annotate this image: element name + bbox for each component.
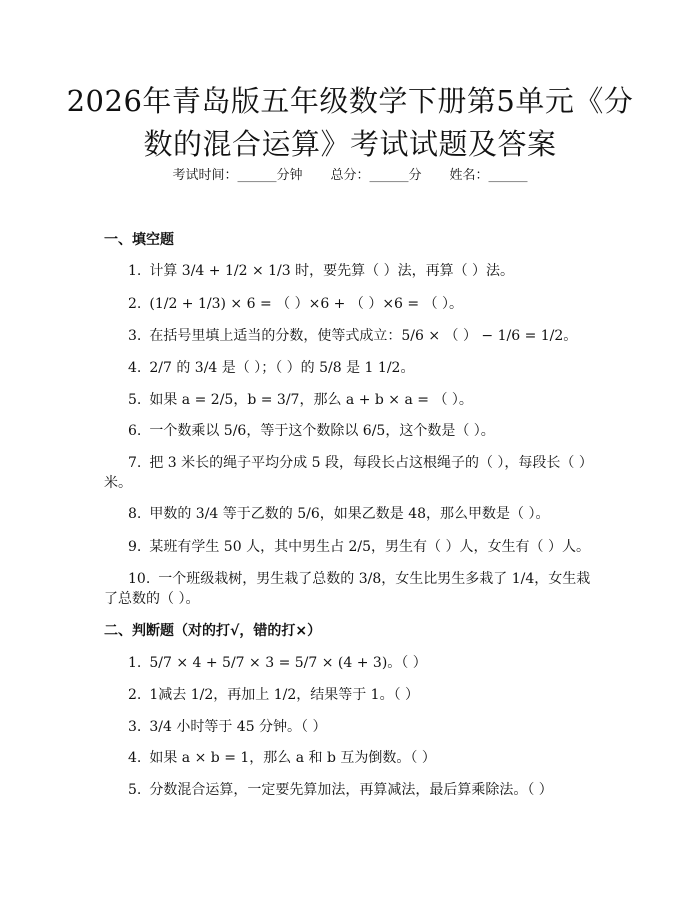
question-item (104, 294, 600, 314)
exam-meta-line (0, 166, 700, 186)
question-item (104, 390, 600, 410)
question-text: 一个数乘以 5/6，等于这个数除以 6/5，这个数是（ ）。 (149, 423, 495, 439)
question-number: 4. (128, 360, 142, 376)
question-item (104, 421, 600, 441)
question-item (104, 358, 600, 378)
section-heading-true-false: 二、判断题（对的打√，错的打×） (104, 623, 322, 639)
exam-time-label: 考试时间：______分钟 (172, 168, 303, 183)
question-item (104, 453, 600, 493)
question-number: 4. (128, 750, 142, 766)
question-item (104, 569, 600, 609)
question-text: 3/4 小时等于 45 分钟。（ ） (149, 719, 327, 735)
section-heading-fill-blank: 一、填空题 (104, 232, 174, 248)
question-item (104, 653, 600, 673)
question-text: 一个班级栽树，男生栽了总数的 3/8，女生比男生多栽了 1/4，女生栽了总数的（ ）。 (104, 571, 591, 607)
question-text: 5/7 × 4 + 5/7 × 3 = 5/7 × (4 + 3)。（ ） (149, 655, 427, 671)
question-text: 甲数的 3/4 等于乙数的 5/6，如果乙数是 48，那么甲数是（ ）。 (149, 506, 550, 522)
question-text: 如果 a = 2/5，b = 3/7，那么 a + b × a = （ ）。 (149, 392, 473, 408)
question-number: 3. (128, 719, 142, 735)
question-number: 5. (128, 392, 142, 408)
question-text: 在括号里填上适当的分数，使等式成立：5/6 × （ ） − 1/6 = 1/2。 (149, 328, 578, 344)
question-number: 10. (128, 571, 151, 587)
question-text: 1减去 1/2，再加上 1/2，结果等于 1。（ ） (149, 687, 420, 703)
question-text: 分数混合运算，一定要先算加法，再算减法，最后算乘除法。（ ） (149, 782, 553, 798)
question-item (104, 685, 600, 705)
question-item (104, 326, 600, 346)
question-item (104, 261, 600, 281)
question-number: 2. (128, 296, 142, 312)
question-number: 7. (128, 455, 142, 471)
question-number: 3. (128, 328, 142, 344)
question-text: 2/7 的 3/4 是（ ）；（ ）的 5/8 是 1 1/2。 (149, 360, 415, 376)
question-number: 1. (128, 655, 142, 671)
question-text: 某班有学生 50 人，其中男生占 2/5，男生有（ ）人，女生有（ ）人。 (149, 539, 590, 555)
question-item (104, 717, 600, 737)
question-text: 计算 3/4 + 1/2 × 1/3 时，要先算（ ）法，再算（ ）法。 (149, 263, 515, 279)
question-number: 6. (128, 423, 142, 439)
total-score-label: 总分：______分 (330, 168, 422, 183)
question-number: 2. (128, 687, 142, 703)
question-number: 1. (128, 263, 142, 279)
question-item (104, 748, 600, 768)
question-number: 8. (128, 506, 142, 522)
question-item (104, 504, 600, 524)
document-title: 2026年青岛版五年级数学下册第5单元《分数的混合运算》考试试题及答案 (66, 84, 634, 161)
student-name-label: 姓名：______ (449, 168, 528, 183)
question-item (104, 537, 600, 557)
question-text: (1/2 + 1/3) × 6 = （ ）×6 + （ ）×6 = （ ）。 (149, 296, 464, 312)
question-item (104, 780, 600, 800)
question-text: 把 3 米长的绳子平均分成 5 段，每段长占这根绳子的（ ），每段长（ ）米。 (104, 455, 593, 491)
question-number: 9. (128, 539, 142, 555)
question-number: 5. (128, 782, 142, 798)
question-text: 如果 a × b = 1，那么 a 和 b 互为倒数。（ ） (149, 750, 436, 766)
